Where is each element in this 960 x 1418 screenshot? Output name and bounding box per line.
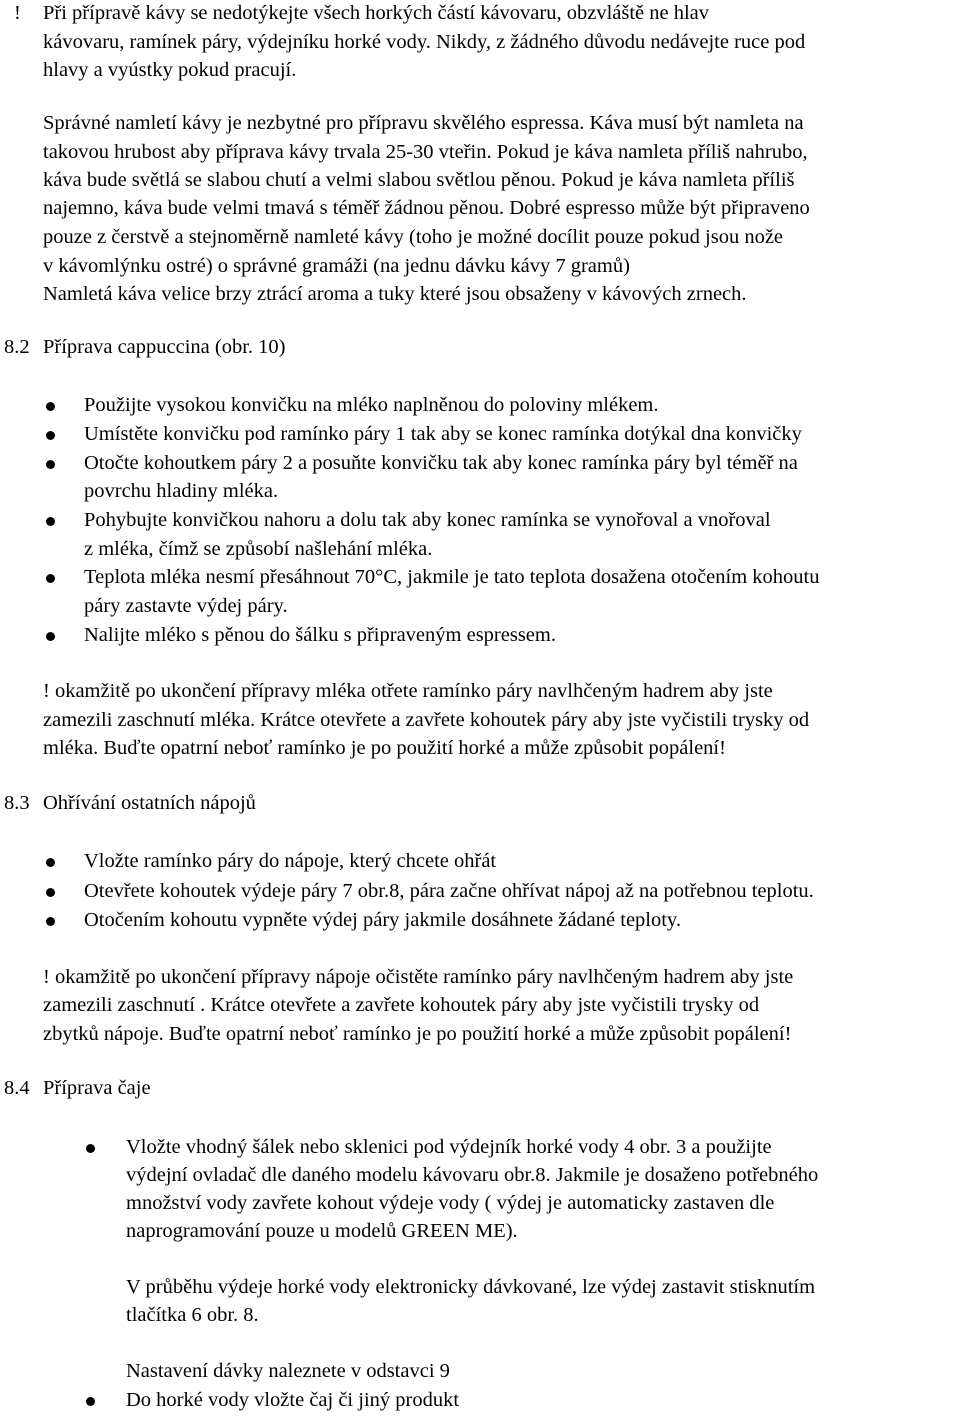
- list-item-continuation: výdejní ovladač dle daného modelu kávovaru obr.8. Jakmile je dosaženo potřebného: [126, 1164, 819, 1186]
- list-item-extra: V průběhu výdeje horké vody elektronicky dávkované, lze výdej zastavit stisknutím: [126, 1276, 816, 1298]
- paragraph-line-6: v kávomlýnku ostré) o správné gramáži (na jednu dávku kávy 7 gramů): [43, 255, 630, 277]
- bullet-icon: [46, 574, 55, 583]
- list-item: Otevřete kohoutek výdeje páry 7 obr.8, pára začne ohřívat nápoj až na potřebnou teplotu.: [84, 880, 814, 902]
- list-item-continuation: z mléka, čímž se způsobí našlehání mléka.: [84, 538, 433, 560]
- list-item: Vložte vhodný šálek nebo sklenici pod výdejník horké vody 4 obr. 3 a použijte: [126, 1136, 772, 1158]
- bullet-icon: [86, 1397, 95, 1406]
- warning-line-1: Při přípravě kávy se nedotýkejte všech horkých částí kávovaru, obzvláště ne hlav: [43, 2, 710, 24]
- section-number: 8.4: [4, 1077, 30, 1099]
- bullet-icon: [46, 858, 55, 867]
- paragraph-line-5: pouze z čerstvě a stejnoměrně namleté kávy (toho je možné docílit pouze pokud jsou nože: [43, 226, 784, 248]
- paragraph-line-3: káva bude světlá se slabou chutí a velmi slabou světlou pěnou. Pokud je káva namleta příliš: [43, 169, 795, 191]
- list-item: Otočte kohoutkem páry 2 a posuňte konvičku tak aby konec ramínka páry byl téměř na: [84, 452, 798, 474]
- list-item: Otočením kohoutu vypněte výdej páry jakmile dosáhnete žádané teploty.: [84, 909, 681, 931]
- list-item: Nalijte mléko s pěnou do šálku s připraveným espressem.: [84, 624, 556, 646]
- bullet-icon: [46, 517, 55, 526]
- list-item: Pohybujte konvičkou nahoru a dolu tak aby konec ramínka se vynořoval a vnořoval: [84, 509, 771, 531]
- paragraph-line-7: Namletá káva velice brzy ztrácí aroma a tuky které jsou obsaženy v kávových zrnech.: [43, 283, 747, 305]
- note-line-1: ! okamžitě po ukončení přípravy mléka otřete ramínko páry navlhčeným hadrem aby jste: [43, 680, 773, 702]
- note-line-3: mléka. Buďte opatrní neboť ramínko je po použití horké a může způsobit popálení!: [43, 737, 726, 759]
- warning-mark: !: [14, 2, 21, 24]
- list-item: Teplota mléka nesmí přesáhnout 70°C, jakmile je tato teplota dosažena otočením kohoutu: [84, 566, 820, 588]
- list-item-extra: tlačítka 6 obr. 8.: [126, 1304, 259, 1326]
- bullet-icon: [46, 402, 55, 411]
- list-item: Do horké vody vložte čaj či jiný produkt: [126, 1389, 460, 1411]
- bullet-icon: [46, 888, 55, 897]
- list-item-continuation: páry zastavte výdej páry.: [84, 595, 288, 617]
- list-item: Umístěte konvičku pod ramínko páry 1 tak aby se konec ramínka dotýkal dna konvičky: [84, 423, 802, 445]
- bullet-icon: [46, 917, 55, 926]
- bullet-icon: [46, 431, 55, 440]
- dose-note: Nastavení dávky naleznete v odstavci 9: [126, 1360, 450, 1382]
- list-item-continuation: povrchu hladiny mléka.: [84, 480, 279, 502]
- bullet-icon: [46, 632, 55, 641]
- note-line-2: zamezili zaschnutí mléka. Krátce otevřete a zavřete kohoutek páry aby jste vyčistili trysky od: [43, 709, 810, 731]
- section-number: 8.3: [4, 792, 30, 814]
- paragraph-line-1: Správné namletí kávy je nezbytné pro přípravu skvělého espressa. Káva musí být namleta na: [43, 112, 804, 134]
- list-item: Použijte vysokou konvičku na mléko naplněnou do poloviny mlékem.: [84, 394, 659, 416]
- list-item: Vložte ramínko páry do nápoje, který chcete ohřát: [84, 850, 497, 872]
- bullet-icon: [86, 1144, 95, 1153]
- section-number: 8.2: [4, 336, 30, 358]
- bullet-icon: [46, 460, 55, 469]
- paragraph-line-2: takovou hrubost aby příprava kávy trvala 25-30 vteřin. Pokud je káva namleta příliš nahrubo,: [43, 141, 808, 163]
- section-title: Ohřívání ostatních nápojů: [43, 792, 256, 814]
- note-line-2: zamezili zaschnutí . Krátce otevřete a zavřete kohoutek páry aby jste vyčistili trysky od: [43, 994, 760, 1016]
- paragraph-line-4: najemno, káva bude velmi tmavá s téměř žádnou pěnou. Dobré espresso může být připraveno: [43, 197, 810, 219]
- note-line-3: zbytků nápoje. Buďte opatrní neboť ramínko je po použití horké a může způsobit popálení!: [43, 1023, 792, 1045]
- warning-line-3: hlavy a vyústky pokud pracují.: [43, 59, 297, 81]
- warning-line-2: kávovaru, ramínek páry, výdejníku horké vody. Nikdy, z žádného důvodu nedávejte ruce pod: [43, 31, 806, 53]
- list-item-continuation: množství vody zavřete kohout výdeje vody ( výdej je automaticky zastaven dle: [126, 1192, 775, 1214]
- list-item-continuation: naprogramování pouze u modelů GREEN ME).: [126, 1220, 518, 1242]
- note-line-1: ! okamžitě po ukončení přípravy nápoje očistěte ramínko páry navlhčeným hadrem aby jste: [43, 966, 794, 988]
- section-title: Příprava cappuccina (obr. 10): [43, 336, 286, 358]
- section-title: Příprava čaje: [43, 1077, 151, 1099]
